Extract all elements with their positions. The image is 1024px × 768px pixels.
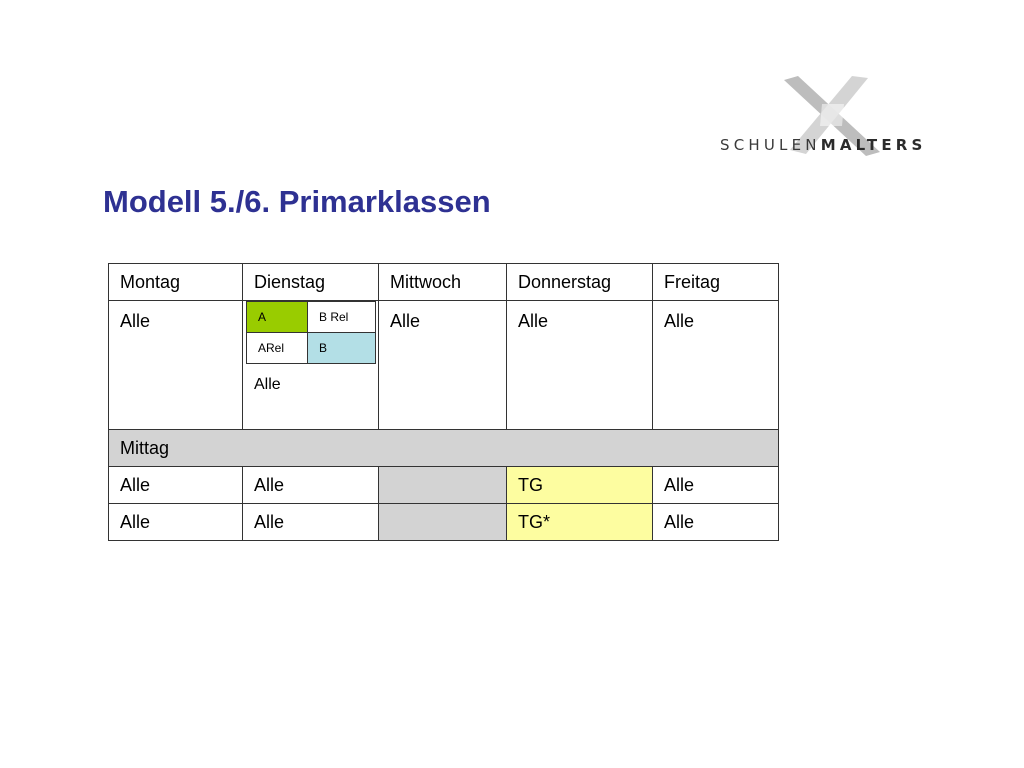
afternoon-row: [109, 504, 779, 541]
cell-montag-pm1: Alle: [109, 467, 243, 504]
sub-cell-a-rel: ARel: [247, 333, 308, 364]
subtable-row: [247, 333, 376, 364]
mittag-label: Mittag: [109, 430, 779, 467]
sub-cell-b: B: [308, 333, 376, 364]
logo-text-bold: MALTERS: [820, 136, 927, 154]
dienstag-subtable: [246, 301, 376, 364]
subtable-row: [247, 302, 376, 333]
header-montag: Montag: [109, 264, 243, 301]
schulen-malters-logo: [720, 74, 927, 158]
logo-wordmark: [720, 135, 927, 155]
sub-cell-b-rel: B Rel: [308, 302, 376, 333]
morning-row: [109, 301, 779, 430]
cell-freitag-pm1: Alle: [653, 467, 779, 504]
cell-montag-morning: Alle: [109, 301, 243, 430]
cell-donnerstag-pm1: TG: [507, 467, 653, 504]
cell-dienstag-pm2: Alle: [243, 504, 379, 541]
sub-cell-a: A: [247, 302, 308, 333]
table-header-row: [109, 264, 779, 301]
cell-dienstag-pm1: Alle: [243, 467, 379, 504]
dienstag-note: Alle: [254, 376, 281, 393]
afternoon-row: [109, 467, 779, 504]
cell-donnerstag-pm2: TG*: [507, 504, 653, 541]
cell-mittwoch-pm1: [379, 467, 507, 504]
cell-donnerstag-morning: Alle: [507, 301, 653, 430]
cell-freitag-pm2: Alle: [653, 504, 779, 541]
cell-dienstag-morning: [243, 301, 379, 430]
cell-montag-pm2: Alle: [109, 504, 243, 541]
header-freitag: Freitag: [653, 264, 779, 301]
mittag-row: [109, 430, 779, 467]
cell-mittwoch-morning: Alle: [379, 301, 507, 430]
header-dienstag: Dienstag: [243, 264, 379, 301]
logo-text-light: SCHULEN: [720, 136, 821, 154]
header-mittwoch: Mittwoch: [379, 264, 507, 301]
schedule-table: [108, 263, 779, 541]
header-donnerstag: Donnerstag: [507, 264, 653, 301]
cell-freitag-morning: Alle: [653, 301, 779, 430]
page-title: Modell 5./6. Primarklassen: [103, 184, 491, 219]
cell-mittwoch-pm2: [379, 504, 507, 541]
